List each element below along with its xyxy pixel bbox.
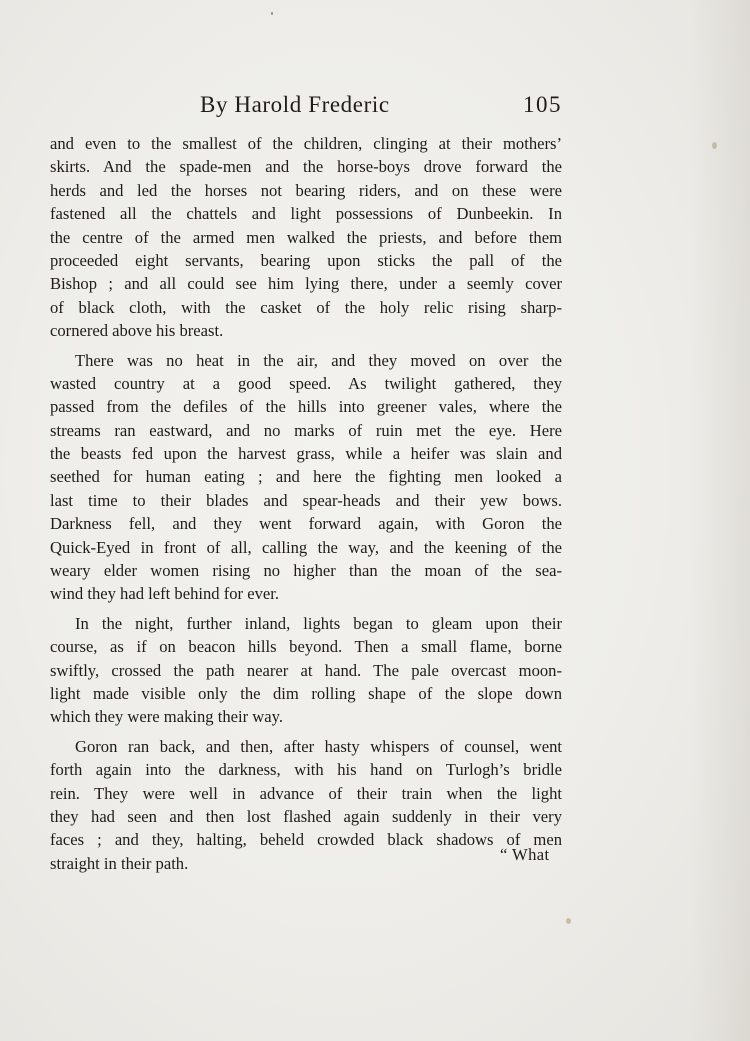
text-line: streams ran eastward, and no marks of ruin met the eye. Here bbox=[50, 420, 562, 440]
page-number: 105 bbox=[523, 92, 562, 117]
paragraph bbox=[50, 735, 562, 875]
text-line: wasted country at a good speed. As twilight gathered, they bbox=[50, 373, 562, 393]
text-line: wind they had left behind for ever. bbox=[50, 584, 280, 604]
text-line: There was no heat in the air, and they moved on over the bbox=[75, 350, 562, 370]
paper-speck bbox=[566, 918, 571, 924]
text-line: seethed for human eating ; and here the fighting men looked a bbox=[50, 467, 562, 487]
paragraph bbox=[50, 349, 562, 606]
text-line: course, as if on beacon hills beyond. Then a small flame, borne bbox=[50, 637, 562, 657]
text-line: passed from the defiles of the hills into greener vales, where the bbox=[50, 397, 562, 417]
paper-speck bbox=[712, 142, 717, 149]
text-line: proceeded eight servants, bearing upon sticks the pall of the bbox=[50, 250, 562, 270]
paragraph bbox=[50, 612, 562, 729]
text-line: rein. They were well in advance of their train when the light bbox=[50, 783, 562, 803]
catchword: “ What bbox=[500, 845, 550, 864]
text-line: of black cloth, with the casket of the holy relic rising sharp- bbox=[50, 297, 562, 317]
page-edge-shadow bbox=[690, 0, 750, 1041]
text-line: faces ; and they, halting, beheld crowded black shadows of men bbox=[50, 830, 562, 850]
text-line: last time to their blades and spear-heads and their yew bows. bbox=[50, 490, 562, 510]
text-line: which they were making their way. bbox=[50, 707, 284, 727]
text-line: cornered above his breast. bbox=[50, 321, 224, 341]
text-line: and even to the smallest of the children, clinging at their mothers’ bbox=[50, 134, 562, 153]
page-header bbox=[50, 92, 562, 126]
text-line: they had seen and then lost flashed again suddenly in their very bbox=[50, 806, 562, 826]
text-line: In the night, further inland, lights began to gleam upon their bbox=[75, 613, 562, 633]
text-line: straight in their path. bbox=[50, 853, 189, 873]
text-line: forth again into the darkness, with his hand on Turlogh’s bridle bbox=[50, 760, 562, 780]
text-line: fastened all the chattels and light possessions of Dunbeekin. In bbox=[50, 204, 562, 224]
text-line: light made visible only the dim rolling shape of the slope down bbox=[50, 683, 562, 703]
running-head: By Harold Frederic bbox=[200, 92, 390, 117]
text-line: skirts. And the spade-men and the horse-boys drove forward the bbox=[50, 157, 562, 177]
paragraph bbox=[50, 132, 562, 343]
text-line: weary elder women rising no higher than the moan of the sea- bbox=[50, 561, 562, 581]
text-line: Bishop ; and all could see him lying there, under a seemly cover bbox=[50, 274, 562, 294]
text-line: the beasts fed upon the harvest grass, while a heifer was slain and bbox=[50, 444, 562, 464]
body-text bbox=[50, 132, 562, 881]
paper-speck bbox=[271, 12, 273, 15]
text-line: the centre of the armed men walked the priests, and before them bbox=[50, 227, 562, 247]
text-line: herds and led the horses not bearing riders, and on these were bbox=[50, 180, 562, 200]
text-line: Darkness fell, and they went forward again, with Goron the bbox=[50, 514, 562, 534]
text-line: swiftly, crossed the path nearer at hand. The pale overcast moon- bbox=[50, 660, 562, 680]
text-line: Goron ran back, and then, after hasty whispers of counsel, went bbox=[75, 736, 562, 756]
text-line: Quick-Eyed in front of all, calling the way, and the keening of the bbox=[50, 537, 562, 557]
